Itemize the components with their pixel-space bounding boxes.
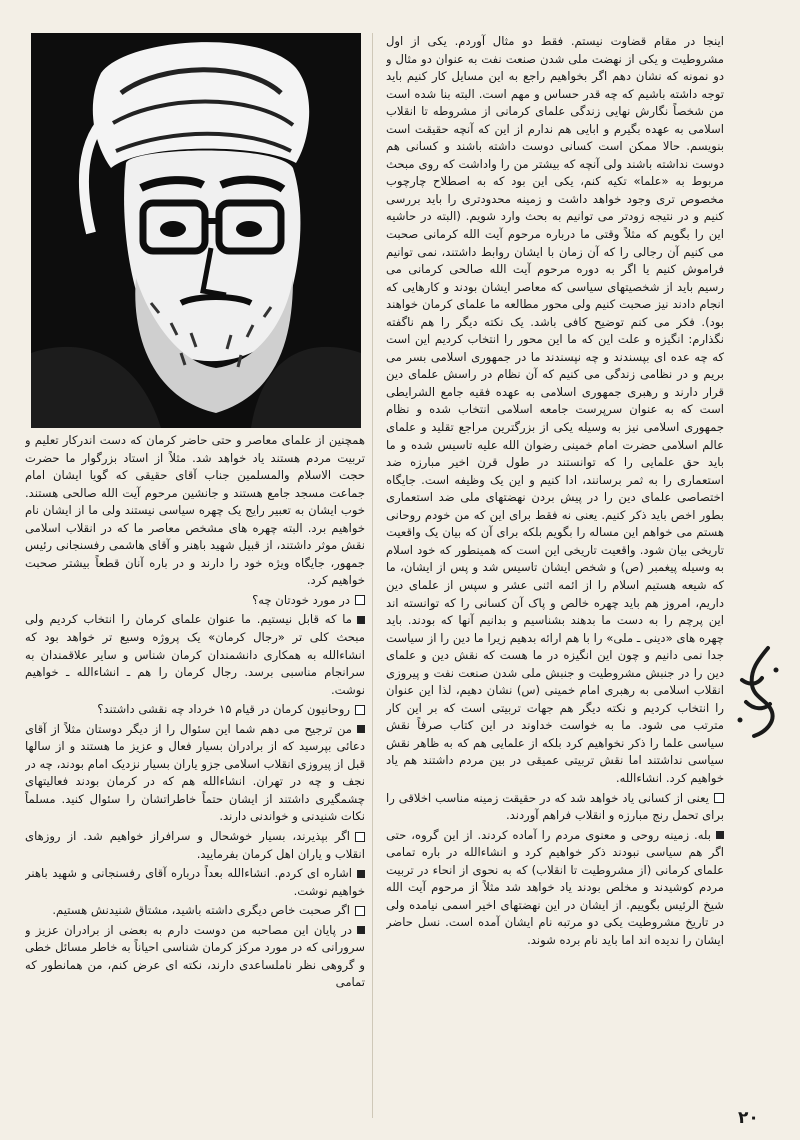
column-divider xyxy=(372,33,373,1118)
question-marker-icon xyxy=(355,832,365,842)
answer-marker-icon xyxy=(357,870,365,878)
question-marker-icon xyxy=(355,705,365,715)
question-paragraph: در مورد خودتان چه؟ xyxy=(25,592,365,610)
question-marker-icon xyxy=(355,595,365,605)
answer-marker-icon xyxy=(357,725,365,733)
question-paragraph: اگر صحبت خاص دیگری داشته باشید، مشتاق شنیدنش هستیم. xyxy=(25,902,365,920)
answer-paragraph: بله. زمینه روحی و معنوی مردم را آماده کردند. از این گروه، حتی اگر هم سیاسی نبودند ذکر خواهیم کرد و انشاءالله در باره تمامی علمای کرمانی (از مشروطیت تا انقلاب) که به نحوی از انحاء در تربیت مردم کوشیدند و مخلص بودند یاد خواهد شد مثلاً از مرحوم آیت الله شیخ الرئیس بگوییم. از ایشان در این نهضتهای اخیر اسمی نیامده ولی در تاریخ مشروطیت یکی دو مرتبه نام ایشان آمده است. نسل حاضر ایشان را ندیده اند اما باید نام برده شوند. xyxy=(386,827,724,947)
answer-marker-icon xyxy=(357,616,365,624)
answer-marker-icon xyxy=(357,926,365,934)
portrait-photo xyxy=(31,33,361,428)
left-text-column xyxy=(25,432,365,1087)
magazine-logo xyxy=(728,640,790,750)
answer-marker-icon xyxy=(716,831,724,839)
question-paragraph: روحانیون کرمان در قیام ۱۵ خرداد چه نقشی داشتند؟ xyxy=(25,701,365,719)
page-number: ۲۰ xyxy=(738,1108,759,1128)
answer-paragraph: اشاره ای کردم. انشاءالله بعداً درباره آقای رفسنجانی و شهید باهنر خواهیم نوشت. xyxy=(25,866,365,898)
portrait-illustration xyxy=(31,33,361,428)
answer-paragraph: در پایان این مصاحبه من دوست دارم به بعضی از برادران عزیز و سرورانی که در مورد مرکز کرمان شناسی احیاناً به خاطر مسائل خطی و گروهی نظر ناملساعدی دارند، نکته ای عرض کنم، من همانطور که تمامی xyxy=(25,922,365,990)
answer-paragraph: ما که قابل نیستیم. ما عنوان علمای کرمان را انتخاب کردیم ولی مبحث کلی تر «رجال کرمان» یک پروژه وسیع تر خواهد بود که انشاءالله به همکاری دانشمندان کرمان شناس و سایر علاقمندان به سرانجام مناسبی برسد. رجال کرمان را هم ـ انشاءالله ـ خواهیم نوشت. xyxy=(25,612,365,697)
body-paragraph: اینجا در مقام قضاوت نیستم. فقط دو مثال آوردم. یکی از اول مشروطیت و یکی از نهضت ملی شدن صنعت نفت به عنوان دو مثال و دو نمونه که نشان دهم اگر بخواهیم راجع به این مسایل کار کنیم باید توجه داشته باشیم که چه قدر حساس و مهم است. البته بنا شده است من شخصاً نگارش نهایی زندگی علمای کرمانی از مشروطه تا انقلاب اسلامی به عهده بگیرم و ابایی هم ندارم از این که آنچه حقیقت است بنویسم. حالا ممکن است کسانی دوست داشته باشند و کسانی هم دوست نداشته باشند ولی آنچه که بیشتر من را واداشت که روی مبحث مربوط به «علما» تکیه کنم، یکی این بود که به اصطلاح چارچوب مخصوص تری وجود خواهد داشت و زمینه محدودتری را باید بررسی کنیم و در نتیجه زودتر می توانیم به بحث وارد شویم. (البته در حاشیه این را بگویم که مثلاً وقتی ما درباره مرحوم آیت الله کرمانی صحبت می کنیم آن رجالی را که آن زمان با ایشان روابط داشتند، نمی توانیم فراموش کنیم یا اگر به دوره مرحوم آیت الله صالحی کرمانی می رسیم باید از شخصیتهای سیاسی که معاصر ایشان بودند و کارهایی که انجام دادند نیز صحبت کنیم ولی محور مطالعه ما علمای کرمان خواهند بود). فکر می کنم توضیح کافی باشد. یک نکته دیگر را هم ناگفته نگذارم: انگیزه و علت این که ما این محور را انتخاب کردیم این است که چه عده ای بپسندند و چه نپسندند ما در جمهوری اسلامی بسر می بریم و در نظامی زندگی می کنیم که آن نظام در راسش علمای دین قرار دارند و رهبری جمهوری اسلامی به عهده فقیه جامع الشرایطی است که به عنوان سرپرست جامعه اسلامی انتخاب شده و نظام جمهوری اسلامی نیز به وسیله یکی از بزرگترین مراجع تقلید و علمای عالم اسلامی حضرت امام خمینی رضوان الله علیه تاسیس شده و ما باید حق علمایی را که توانستند در طول قرن اخیر مبارزه ضد استعماری را به ثمر برسانند، ادا کنیم و این یک وظیفه است. جایگاه اختصاصی علمای دین را در پیش بردن نهضتهای ملی ضد استعماری بطور اخص باید ذکر کنیم. یعنی نه فقط برای این که من خودم روحانی هستم می خواهم این مساله را بگویم بلکه برای آن که بیان یک واقعیت تاریخی بیان شود. واقعیت تاریخی این است که همینطور که خود اسلام به وسیله پیغمبر (ص) و شخص ایشان تاسیس شد و پس از ایشان، ما که شیعه هستیم اسلام را از ائمه اثنی عشر و سپس از علمای دین داریم، امروز هم باید چهره خالص و پاک آن کسانی را که توانسته اند این پرچم را به دست ما بدهند بشناسیم و بدانیم آنها که بودند. باید چهره های «دینی ـ ملی» را با هم ارائه بدهیم زیرا ما دین را از سیاست جدا نمی دانیم و چون این انگیزه در ما هست که نقش دین و علمای دین را در جنبش مشروطیت و جنبش ملی شدن صنعت نفت و پیروزی انقلاب اسلامی به رهبری امام خمینی (س) نشان دهیم، لذا این عنوان را انتخاب کردیم و نکته دیگر هم جهات تربیتی است که بر این کار مترتب می شود. ما به خواست خداوند در این کتاب صرفاً نقش سیاسی علما را ذکر نخواهیم کرد بلکه از علمایی هم که به ظاهر نقش سیاسی نداشتند اما نقش تربیتی عمیقی در بین مردم داشتند هم یاد خواهیم کرد. انشاءالله. xyxy=(386,34,724,785)
body-paragraph: همچنین از علمای معاصر و حتی حاضر کرمان که دست اندرکار تعلیم و تربیت مردم هستند یاد خواهد شد. مثلاً از استاد بزرگوار ما حضرت حجت الاسلام والمسلمین جناب آقای حقیقی که گویا ایشان امام جماعت مسجد جامع هستند و جانشین مرحوم آیت الله صالحی هستند. خوب ایشان به تعبیر رایج یک چهره سیاسی نیستند ولی ما از ایشان نام خواهیم برد. البته چهره های مشخص معاصر ما که در انقلاب اسلامی نقش موثر داشتند، از قبیل شهید باهنر و آقای هاشمی رفسنجانی رئیس جمهور، جایگاه ویژه خود را دارند و در باره آنان قطعاً بیشتر صحبت خواهیم کرد. xyxy=(25,433,365,588)
question-paragraph: یعنی از کسانی یاد خواهد شد که در حقیقت زمینه مناسب اخلاقی را برای تحمل رنج مبارزه و انقلاب فراهم آوردند. xyxy=(386,790,724,823)
question-marker-icon xyxy=(714,793,724,803)
answer-paragraph: من ترجیح می دهم شما این سئوال را از دیگر دوستان مثلاً از آقای دعائی بپرسید که از برادران بسیار فعال و عزیز ما هستند و از سالها قبل از پیروزی انقلاب اسلامی جزو یاران بسیار نزدیک امام بودند، چه در نجف و چه در تهران. انشاءالله هم که در کرمان بودند فعالیتهای چشمگیری داشتند از ایشان حتماً خاطراتشان را سئوال کنید. مسلماً نکات شنیدنی و خواندنی دارند. xyxy=(25,721,365,824)
question-paragraph: اگر بپذیرند، بسیار خوشحال و سرافراز خواهیم شد. از روزهای انقلاب و یاران اهل کرمان بفرمایید. xyxy=(25,829,365,861)
question-marker-icon xyxy=(355,906,365,916)
right-text-column xyxy=(386,33,724,1118)
